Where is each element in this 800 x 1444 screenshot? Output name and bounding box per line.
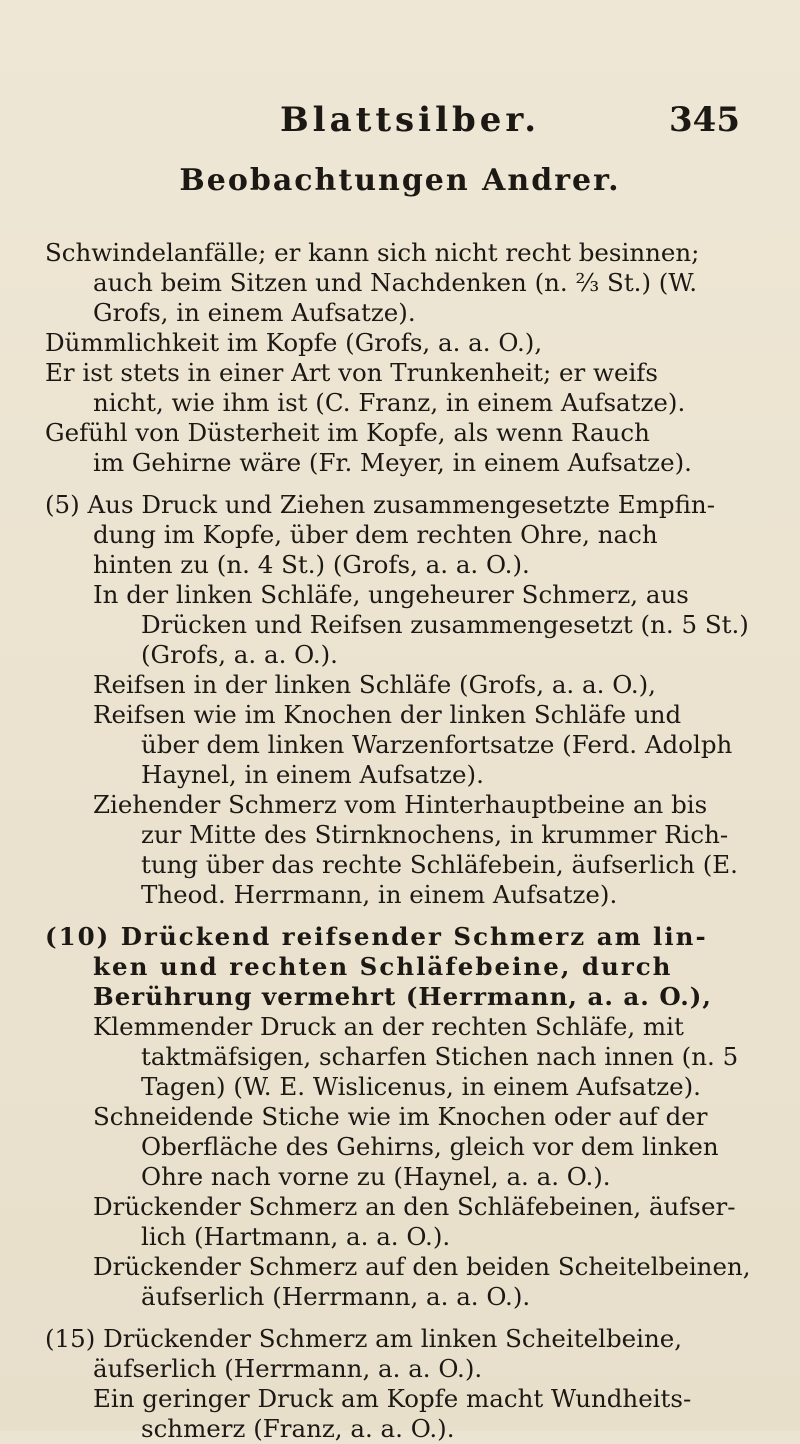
text-line: Drückender Schmerz an den Schläfebeinen, äufser- xyxy=(93,1192,736,1221)
entry-paragraph xyxy=(45,700,765,790)
running-head: Blattsilber. xyxy=(279,100,541,140)
text-line: Oberfläche des Gehirns, gleich vor dem linken xyxy=(141,1132,719,1161)
text-line: Reifsen in der linken Schläfe (Grofs, a. a. O.), xyxy=(93,670,656,699)
text-line: (5) Aus Druck und Ziehen zusammengesetzte Empfin- xyxy=(45,490,715,519)
text-line: Grofs, in einem Aufsatze). xyxy=(93,298,416,327)
text-line: Tagen) (W. E. Wislicenus, in einem Aufsatze). xyxy=(141,1072,701,1101)
text-line: Dümmlichkeit im Kopfe (Grofs, a. a. O.), xyxy=(45,328,543,357)
text-line: Klemmender Druck an der rechten Schläfe, mit xyxy=(93,1012,684,1041)
entry-paragraph xyxy=(45,418,765,478)
text-line: Reifsen wie im Knochen der linken Schläfe und xyxy=(93,700,682,729)
text-line: Haynel, in einem Aufsatze). xyxy=(141,760,484,789)
text-line: nicht, wie ihm ist (C. Franz, in einem Aufsatze). xyxy=(93,388,686,417)
text-line: Drücken und Reifsen zusammengesetzt (n. 5 St.) xyxy=(141,610,749,639)
entry-paragraph xyxy=(45,358,765,418)
entry-paragraph xyxy=(45,670,765,700)
entry-paragraph xyxy=(45,1012,765,1102)
text-line: Drückender Schmerz auf den beiden Scheitelbeinen, xyxy=(93,1252,751,1281)
numbered-entry-paragraph xyxy=(45,1324,765,1384)
text-line: äufserlich (Herrmann, a. a. O.). xyxy=(141,1282,531,1311)
entry-paragraph xyxy=(45,238,765,328)
text-line: auch beim Sitzen und Nachdenken (n. ⅔ St.) (W. xyxy=(93,268,698,297)
entry-paragraph xyxy=(45,1102,765,1192)
numbered-entry-paragraph xyxy=(45,490,765,580)
entry-paragraph xyxy=(45,1192,765,1252)
text-line: im Gehirne wäre (Fr. Meyer, in einem Aufsatze). xyxy=(93,448,692,477)
text-line: zur Mitte des Stirnknochens, in krummer Rich- xyxy=(141,820,729,849)
entry-paragraph xyxy=(45,328,765,358)
text-line: lich (Hartmann, a. a. O.). xyxy=(141,1222,451,1251)
text-line: Berührung vermehrt (Herrmann, a. a. O.), xyxy=(93,982,712,1011)
page-number: 345 xyxy=(669,100,740,140)
text-line: dung im Kopfe, über dem rechten Ohre, nach xyxy=(93,520,658,549)
text-line: Schwindelanfälle; er kann sich nicht recht besinnen; xyxy=(45,238,700,267)
text-line: Ein geringer Druck am Kopfe macht Wundheits- xyxy=(93,1384,692,1413)
text-line: taktmäfsigen, scharfen Stichen nach innen (n. 5 xyxy=(141,1042,739,1071)
text-line: Theod. Herrmann, in einem Aufsatze). xyxy=(141,880,618,909)
text-line: tung über das rechte Schläfebein, äufserlich (E. xyxy=(141,850,738,879)
text-line: hinten zu (n. 4 St.) (Grofs, a. a. O.). xyxy=(93,550,530,579)
entry-paragraph xyxy=(45,580,765,670)
text-line: schmerz (Franz, a. a. O.). xyxy=(141,1414,455,1443)
text-line: Ohre nach vorne zu (Haynel, a. a. O.). xyxy=(141,1162,611,1191)
text-line: (10) Drückend reifsender Schmerz am lin- xyxy=(45,922,708,951)
text-line: Schneidende Stiche wie im Knochen oder auf der xyxy=(93,1102,708,1131)
text-line: Gefühl von Düsterheit im Kopfe, als wenn Rauch xyxy=(45,418,650,447)
text-line: über dem linken Warzenfortsatze (Ferd. Adolph xyxy=(141,730,733,759)
text-line: ken und rechten Schläfebeine, durch xyxy=(93,952,673,981)
text-line: In der linken Schläfe, ungeheurer Schmerz, aus xyxy=(93,580,689,609)
text-line: äufserlich (Herrmann, a. a. O.). xyxy=(93,1354,483,1383)
text-line: (Grofs, a. a. O.). xyxy=(141,640,338,669)
text-line: Ziehender Schmerz vom Hinterhauptbeine an bis xyxy=(93,790,708,819)
entry-paragraph xyxy=(45,1384,765,1444)
entry-paragraph xyxy=(45,1252,765,1312)
entry-paragraph xyxy=(45,790,765,910)
text-line: (15) Drückender Schmerz am linken Scheitelbeine, xyxy=(45,1324,683,1353)
section-heading: Beobachtungen Andrer. xyxy=(179,163,621,198)
text-line: Er ist stets in einer Art von Trunkenheit; er weifs xyxy=(45,358,658,387)
page-body xyxy=(45,238,765,1444)
numbered-entry-paragraph xyxy=(45,922,765,1012)
